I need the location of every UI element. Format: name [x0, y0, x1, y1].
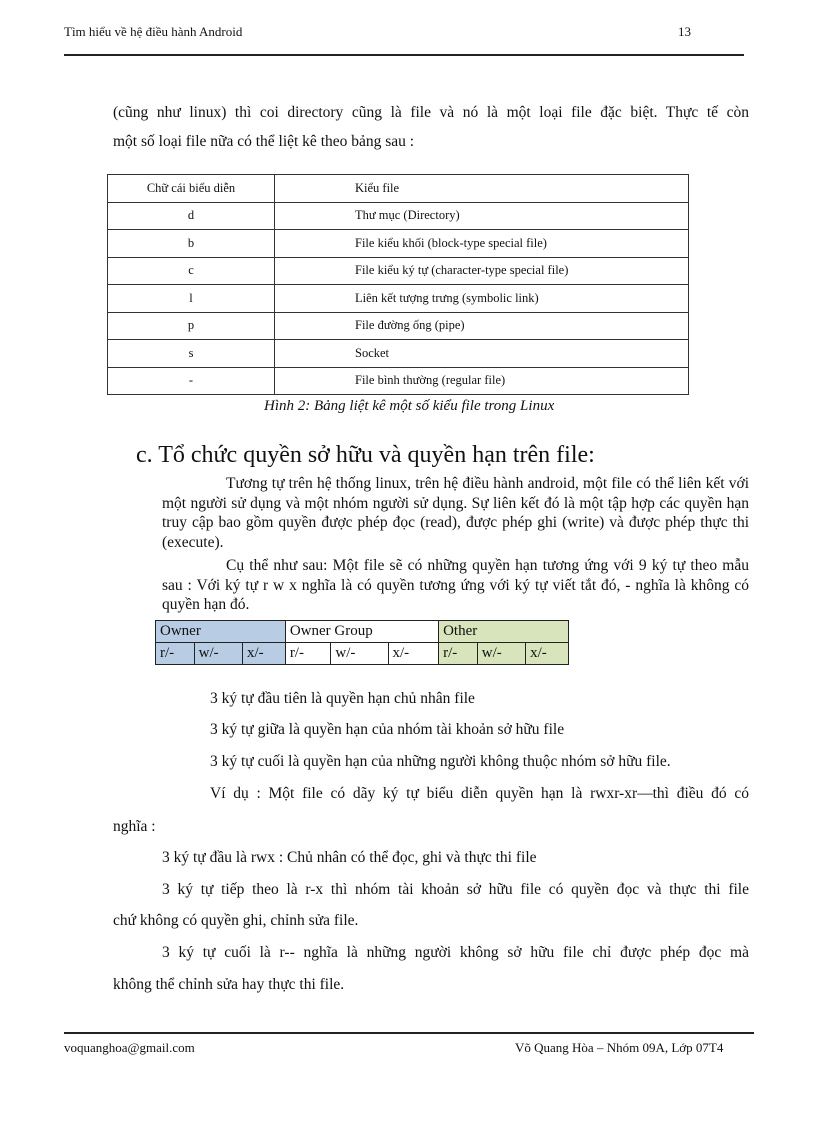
table-cell: File bình thường (regular file) — [275, 367, 689, 395]
table-header-cell: Kiểu file — [275, 175, 689, 203]
section-para-2-text: Cụ thể như sau: Một file sẽ có những quyền hạn tương ứng với 9 ký tự theo mẫu sau : Với ký tự r w x nghĩa là có quyền tương ứng với ký tự viết tắt đó, - nghĩa là không có quyền hạn đó. — [162, 557, 749, 613]
example-item-3-line-2: không thể chỉnh sửa hay thực thi file. — [113, 976, 345, 993]
table-row — [108, 367, 689, 395]
example-item-2-line-2: chứ không có quyền ghi, chỉnh sửa file. — [113, 912, 359, 929]
table-cell: l — [108, 285, 275, 313]
owner-header-cell: Owner — [156, 621, 286, 643]
intro-line-2: một số loại file nữa có thể liệt kê theo bảng sau : — [113, 133, 415, 150]
section-paragraph-1 — [162, 474, 749, 552]
page-number: 13 — [678, 24, 691, 39]
table-row — [108, 202, 689, 230]
example-line-2: nghĩa : — [113, 818, 156, 835]
table-cell: b — [108, 230, 275, 258]
header-rule — [64, 54, 744, 56]
example-item-3-line-1: 3 ký tự cuối là r-- nghĩa là những người không sở hữu file chỉ được phép đọc mà — [162, 944, 749, 961]
table-cell: d — [108, 202, 275, 230]
figure-caption: Hình 2: Bảng liệt kê một số kiểu file trong Linux — [264, 398, 555, 414]
file-types-table — [107, 174, 689, 395]
table-row — [108, 312, 689, 340]
table-cell: - — [108, 367, 275, 395]
table-header-cell: Chữ cái biểu diễn — [108, 175, 275, 203]
permission-group-row — [156, 621, 569, 643]
intro-paragraph — [113, 98, 749, 156]
table-cell: File đường ống (pipe) — [275, 312, 689, 340]
footer-author: Võ Quang Hòa – Nhóm 09A, Lớp 07T4 — [515, 1040, 724, 1055]
permission-cell: r/- — [156, 643, 195, 665]
permission-cell: x/- — [388, 643, 439, 665]
table-row — [108, 230, 689, 258]
permission-cell: w/- — [331, 643, 388, 665]
permission-cell: x/- — [526, 643, 569, 665]
explanation-line: 3 ký tự đầu tiên là quyền hạn chủ nhân file — [210, 690, 475, 707]
footer-rule — [64, 1032, 754, 1034]
permission-flags-row — [156, 643, 569, 665]
example-item-1: 3 ký tự đầu là rwx : Chủ nhân có thể đọc, ghi và thực thi file — [162, 849, 537, 866]
table-row — [108, 340, 689, 368]
page-header — [64, 24, 744, 44]
table-cell: Socket — [275, 340, 689, 368]
table-cell: p — [108, 312, 275, 340]
table-cell: Thư mục (Directory) — [275, 202, 689, 230]
table-cell: c — [108, 257, 275, 285]
table-header-row — [108, 175, 689, 203]
permission-cell: x/- — [243, 643, 286, 665]
permission-cell: r/- — [439, 643, 478, 665]
table-cell: File kiểu ký tự (character-type special file) — [275, 257, 689, 285]
explanation-line: 3 ký tự cuối là quyền hạn của những người không thuộc nhóm sở hữu file. — [210, 753, 671, 770]
table-row — [108, 285, 689, 313]
permission-cell: w/- — [194, 643, 242, 665]
permission-table — [155, 620, 569, 665]
explanation-line: 3 ký tự giữa là quyền hạn của nhóm tài khoản sở hữu file — [210, 721, 565, 738]
table-cell: s — [108, 340, 275, 368]
footer-email: voquanghoa@gmail.com — [64, 1040, 195, 1055]
other-header-cell: Other — [439, 621, 569, 643]
permission-cell: w/- — [477, 643, 525, 665]
owner-group-header-cell: Owner Group — [285, 621, 438, 643]
section-heading: c. Tổ chức quyền sở hữu và quyền hạn trên file: — [136, 442, 595, 468]
table-cell: Liên kết tượng trưng (symbolic link) — [275, 285, 689, 313]
header-title: Tìm hiểu về hệ điều hành Android — [64, 24, 243, 39]
section-paragraph-2 — [162, 556, 749, 615]
section-para-1-text: Tương tự trên hệ thống linux, trên hệ điều hành android, một file có thể liên kết với một người sử dụng và một nhóm người sử dụng. Sự liên kết đó là một tập hợp các quyền hạn truy cập bao gồm quyền được phép đọc (read), được phép ghi (write) và được phép thực thi (execute). — [162, 475, 749, 551]
table-cell: File kiểu khối (block-type special file) — [275, 230, 689, 258]
intro-line-1: (cũng như linux) thì coi directory cũng là file và nó là một loại file đặc biệt. Thực tế còn — [113, 104, 749, 121]
permission-cell: r/- — [285, 643, 331, 665]
example-item-2-line-1: 3 ký tự tiếp theo là r-x thì nhóm tài khoản sở hữu file có quyền đọc và thực thi file — [162, 881, 749, 898]
example-line-1: Ví dụ : Một file có dãy ký tự biểu diễn quyền hạn là rwxr-xr—thì điều đó có — [210, 785, 749, 802]
table-row — [108, 257, 689, 285]
